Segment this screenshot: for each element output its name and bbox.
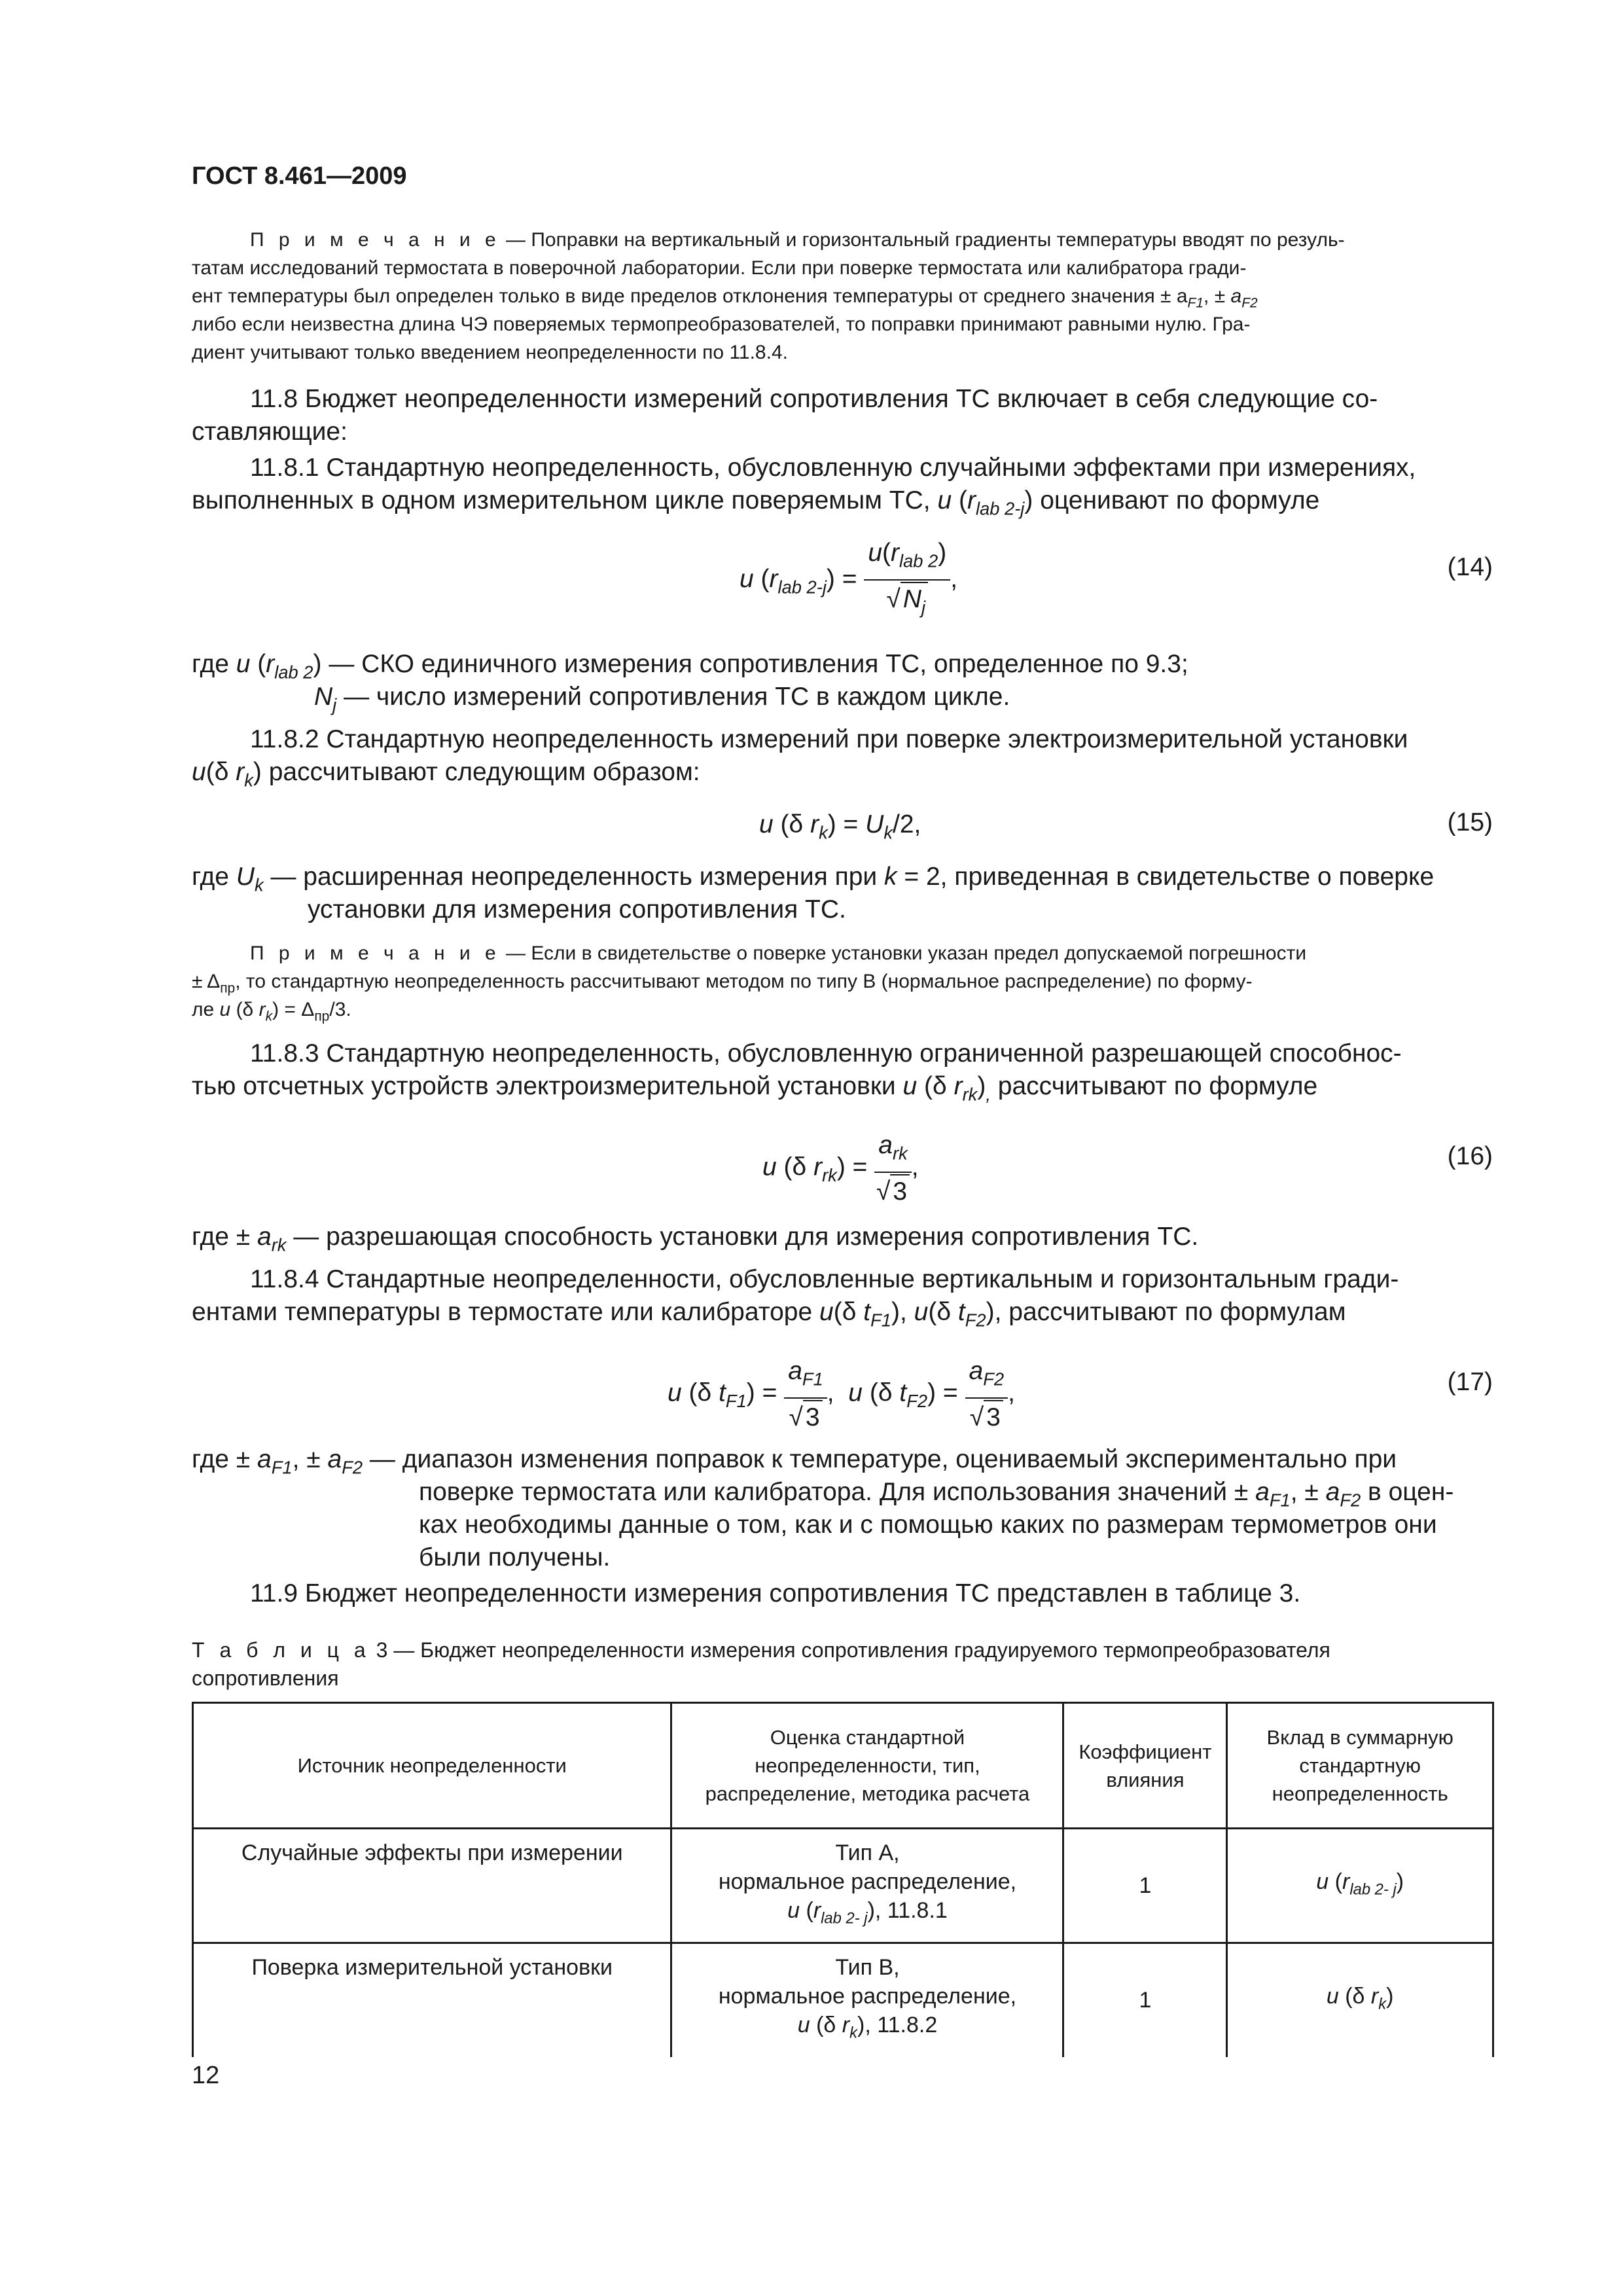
equation-15: u (δ $r_k) = U_k/2$, [759,810,921,843]
table3-cell-estimate [671,1943,1063,2057]
table-row [193,1829,1493,1943]
sec-11-8-2-line2: u(δ $r_k$) рассчитывают следующим образом: [192,758,700,791]
table-row [193,1943,1493,2057]
where15-line2: установки для измерения сопротивления ТС. [308,895,846,924]
note1-label: П р и м е ч а н и е [250,229,501,251]
document-header: ГОСТ 8.461—2009 [192,162,407,190]
equation-16-number: (16) [1447,1142,1493,1170]
sec-11-8-2-line1: 11.8.2 Стандартную неопределенность измерений при поверке электроизмерительной установки [250,725,1408,753]
where15-text1: — расширенная неопределенность измерения при [270,863,878,891]
note2-text3: ле [192,999,215,1020]
table3-cell-estimate-dist: нормальное распределение, [718,1984,1017,2009]
table3-header-row [193,1703,1493,1829]
where14-line1: где u $(r_{lab 2})$ — СКО единичного измерения сопротивления ТС, определенное по 9.3; [192,650,1188,683]
sec-11-8-1-text-end: оценивают по формуле [1040,486,1320,514]
sec-11-8-4-line2: ентами температуры в термостате или калибраторе u(δ $t_{F1}$), u(δ $t_{F2}$), рассчитывают по формулам [192,1298,1346,1331]
where14-line2: $N_j$ — число измерений сопротивления ТС в каждом цикле. [314,683,1010,715]
sec-11-8-line1: 11.8 Бюджет неопределенности измерений сопротивления ТС включает в себя следующие со- [250,385,1378,413]
note1-line5: диент учитывают только введением неопределенности по 11.8.4. [192,342,788,363]
sec-11-9-line1: 11.9 Бюджет неопределенности измерения сопротивления ТС представлен в таблице 3. [250,1579,1301,1607]
table3-cell-estimate-type: Тип В, [835,1955,900,1981]
table3 [192,1702,1494,2057]
sec-11-8-line2: ставляющие: [192,418,348,446]
page-number: 12 [192,2062,220,2089]
table3-cell-contribution: u $(r_{lab 2- j})$ [1227,1829,1493,1943]
table3-cell-estimate [671,1829,1063,1943]
note2-label: П р и м е ч а н и е [250,942,501,964]
note1-line4: либо если неизвестна длина ЧЭ поверяемых термопреобразователей, то поправки принимают равными нулю. Гра- [192,314,1251,335]
where17-text2: поверке термостата или калибратора. Для использования значений [419,1478,1228,1506]
table3-header-estimate: Оценка стандартной неопределенности, тип, распределение, методика расчета [671,1703,1063,1829]
where17-text2-end: в оцен- [1368,1478,1454,1506]
equation-14-number: (14) [1447,553,1493,581]
note2-line1 [250,939,1306,967]
note1-line2: татам исследований термостата в поверочной лаборатории. Если при поверке термостата или калибратора гради- [192,257,1247,279]
where15-text1b: = 2, приведенная в свидетельстве о поверке [904,863,1435,891]
note1-line3: ент температуры был определен только в виде пределов отклонения температуры от среднего значения ± $a_{F1}$, ± $a_{F2}$ [192,285,1258,311]
sec-11-8-1-line2: выполненных в одном измерительном цикле поверяемым ТС, u $(r_{lab 2-j})$ оценивают по формуле [192,486,1320,519]
table3-cell-contribution: u (δ $r_k$) [1227,1943,1493,2057]
table3-cell-estimate-ref: u (δ $r_k$), 11.8.2 [797,2013,938,2042]
sec-11-8-1-text: выполненных в одном измерительном цикле поверяемым ТС, [192,486,931,514]
note2-line2: ± $\Delta_{пр}$, то стандартную неопределенность рассчитывают методом по типу В (нормальное распределение) по форму- [192,971,1253,996]
sec-11-8-4-text: ентами температуры в термостате или калибраторе [192,1298,813,1326]
sec-11-8-3-text-end: рассчитывают по формуле [997,1072,1318,1100]
table3-cell-estimate-type: Тип А, [835,1840,900,1865]
sec-11-8-4-line1: 11.8.4 Стандартные неопределенности, обусловленные вертикальным и горизонтальным гради- [250,1265,1399,1293]
where17-line2: поверке термостата или калибратора. Для использования значений ± $a_{F1}$, ± $a_{F2}$ в оцен- [419,1478,1454,1511]
table3-cell-coefficient: 1 [1063,1829,1227,1943]
sec-11-8-3-text: тью отсчетных устройств электроизмерительной установки [192,1072,896,1100]
sec-11-8-3-line2: тью отсчетных устройств электроизмерительной установки u (δ $r_{rk})_,$ рассчитывают по формуле [192,1072,1318,1105]
table3-caption-line2: сопротивления [192,1666,339,1690]
equation-14: u $(r_{lab 2-j})$ = $\frac{u(r_{lab 2})}{√ N_j}$ , [740,537,957,624]
where17-line3: ках необходимы данные о том, как и с помощью каких по размерам термометров они [419,1511,1437,1539]
table3-caption-label: Т а б л и ц а [192,1638,370,1662]
equation-17: u (δ $t_{F1}$) = $\frac{a_{F1}}{√ 3}$ , u (δ $t_{F2}$) = $\frac{a_{F2}}{√ 3}$ , [668,1355,1015,1434]
table3-cell-source: Случайные эффекты при измерении [193,1829,671,1943]
where14-text1: — СКО единичного измерения сопротивления ТС, определенное по 9.3; [329,650,1188,678]
table3-caption-line1 [192,1636,1330,1664]
where14-text2: — число измерений сопротивления ТС в каждом цикле. [344,683,1010,711]
note2-text2: , то стандартную неопределенность рассчитывают методом по типу В (нормальное распределение) по форму- [235,971,1253,992]
table3-cell-estimate-ref: u $(r_{lab 2- j})$, 11.8.1 [787,1898,948,1928]
table3-header-source: Источник неопределенности [193,1703,671,1829]
note1-text3: ент температуры был определен только в виде пределов отклонения температуры от среднего значения ± a [192,285,1188,307]
where17-text1: — диапазон изменения поправок к температуре, оцениваемый экспериментально при [369,1445,1397,1473]
equation-17-number: (17) [1447,1368,1493,1396]
table3-cell-source: Поверка измерительной установки [193,1943,671,2057]
sec-11-8-1-line1: 11.8.1 Стандартную неопределенность, обусловленную случайными эффектами при измерениях, [250,454,1416,482]
sec-11-8-2-text: рассчитывают следующим образом: [268,758,700,786]
where17-line1: где ± $a_{F1}$, ± $a_{F2}$ — диапазон изменения поправок к температуре, оцениваемый экспериментально при [192,1445,1397,1478]
note1-line1 [250,226,1345,254]
where15-line1: где $U_k$ — расширенная неопределенность измерения при k = 2, приведенная в свидетельстве о поверке [192,863,1435,895]
equation-15-number: (15) [1447,808,1493,836]
table3-caption-text1: 3 — Бюджет неопределенности измерения сопротивления градуируемого термопреобразователя [370,1638,1330,1662]
sec-11-8-3-line1: 11.8.3 Стандартную неопределенность, обусловленную ограниченной разрешающей способнос- [250,1039,1402,1067]
where16-text1: — разрешающая способность установки для измерения сопротивления ТС. [293,1223,1199,1251]
note1-text1: — Поправки на вертикальный и горизонтальный градиенты температуры вводят по резуль- [500,229,1345,251]
where16-line1: где ± $a_{rk}$ — разрешающая способность установки для измерения сопротивления ТС. [192,1223,1199,1255]
equation-16: u (δ $r_{rk}$) = $\frac{a_{rk}}{√ 3}$ , [762,1129,919,1208]
table3-cell-coefficient: 1 [1063,1943,1227,2057]
table3-header-contribution: Вклад в суммарную стандартную неопределенность [1227,1703,1493,1829]
table3-cell-estimate-dist: нормальное распределение, [718,1869,1017,1894]
note2-line3: ле u (δ $r_k) = \Delta_{пр}/3$. [192,999,351,1024]
sec-11-8-4-text-end: рассчитывают по формулам [1008,1298,1346,1326]
where17-line4: были получены. [419,1543,611,1571]
note2-text1: — Если в свидетельстве о поверке установки указан предел допускаемой погрешности [500,942,1307,964]
table3-header-coefficient: Коэффициент влияния [1063,1703,1227,1829]
